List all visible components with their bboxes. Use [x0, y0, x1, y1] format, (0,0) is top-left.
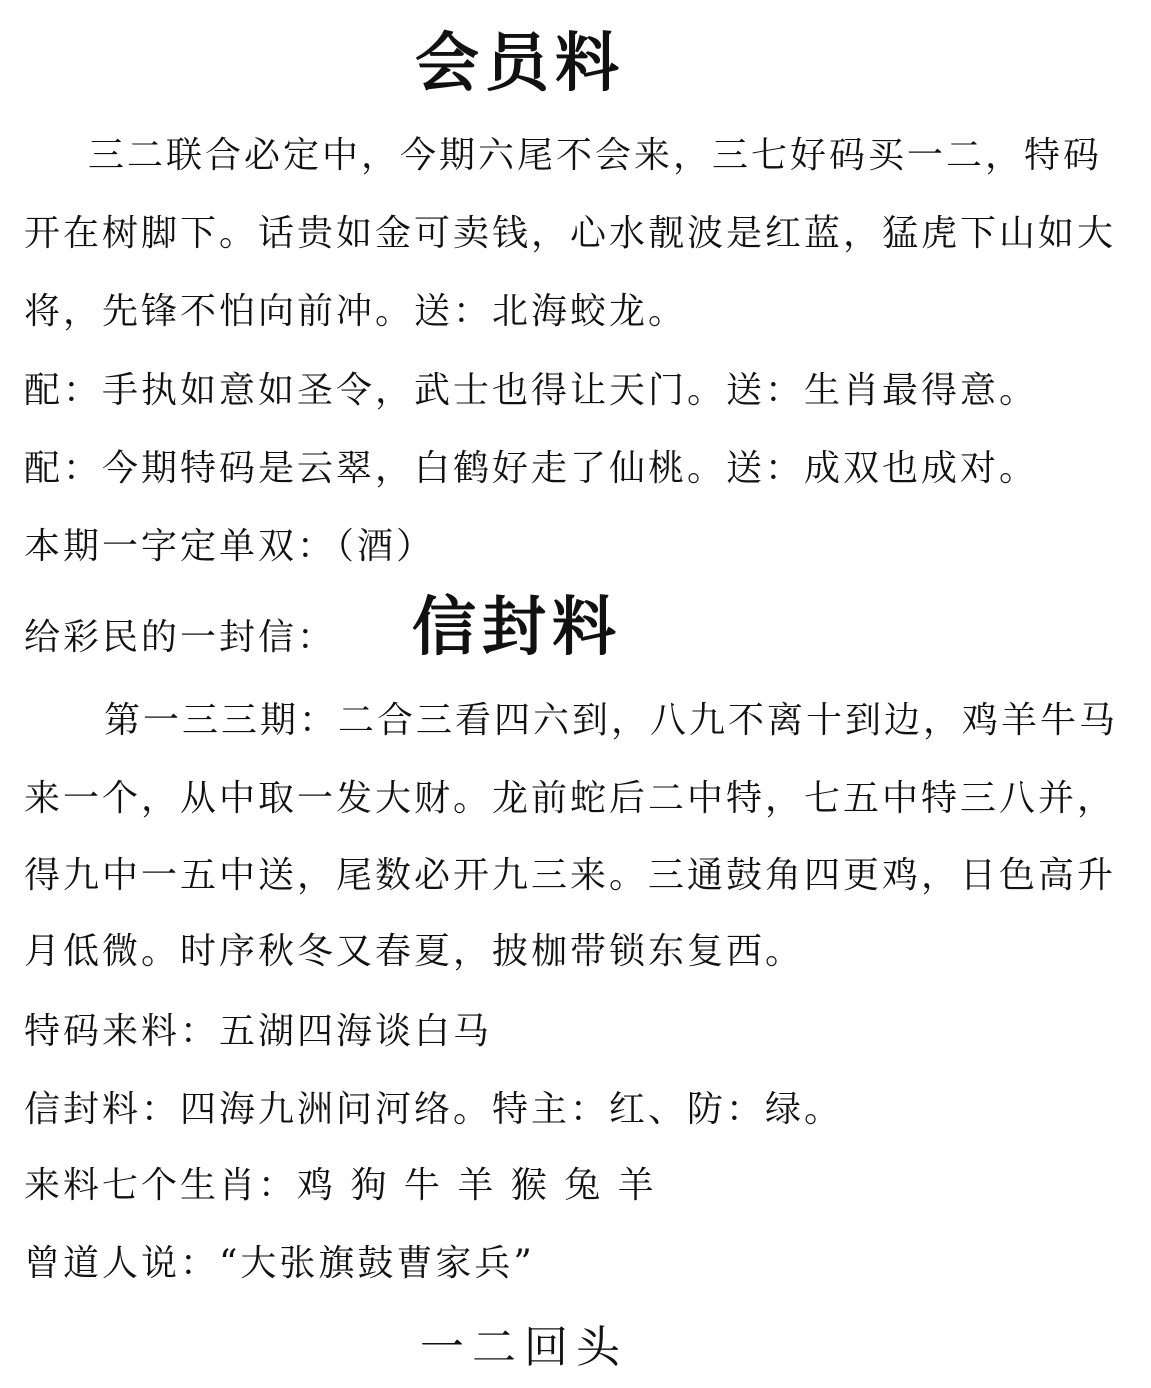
- footer-text: 一二回头: [420, 1322, 628, 1373]
- extra-line-2: 信封料：四海九洲问河络。特主：红、防：绿。: [24, 1089, 844, 1130]
- letter-title: 信封料: [412, 590, 622, 665]
- member-line-4: 配：手执如意如圣令，武士也得让天门。送：生肖最得意。: [24, 370, 1039, 411]
- member-title: 会员料: [415, 26, 625, 101]
- letter-line-4: 月低微。时序秋冬又春夏，披枷带锁东复西。: [24, 931, 805, 972]
- member-line-5: 配：今期特码是云翠，白鹤好走了仙桃。送：成双也成对。: [24, 448, 1039, 489]
- letter-line-2: 来一个，从中取一发大财。龙前蛇后二中特，七五中特三八并，: [24, 778, 1117, 819]
- letter-line-3: 得九中一五中送，尾数必开九三来。三通鼓角四更鸡，日色高升: [24, 855, 1117, 896]
- member-line-6: 本期一字定单双：（酒）: [24, 526, 436, 567]
- extra-line-4: 曾道人说：“大张旗鼓曹家兵”: [24, 1243, 535, 1284]
- extra-line-3: 来料七个生肖：鸡 狗 牛 羊 猴 兔 羊: [24, 1165, 657, 1206]
- letter-intro: 给彩民的一封信：: [24, 617, 337, 658]
- member-line-1: 三二联合必定中，今期六尾不会来，三七好码买一二，特码: [88, 135, 1103, 176]
- member-line-2: 开在树脚下。话贵如金可卖钱，心水靓波是红蓝，猛虎下山如大: [24, 213, 1117, 254]
- extra-line-1: 特码来料：五湖四海谈白马: [24, 1011, 493, 1052]
- member-line-3: 将，先锋不怕向前冲。送：北海蛟龙。: [24, 291, 688, 332]
- letter-line-1: 第一三三期：二合三看四六到，八九不离十到边，鸡羊牛马: [104, 700, 1119, 741]
